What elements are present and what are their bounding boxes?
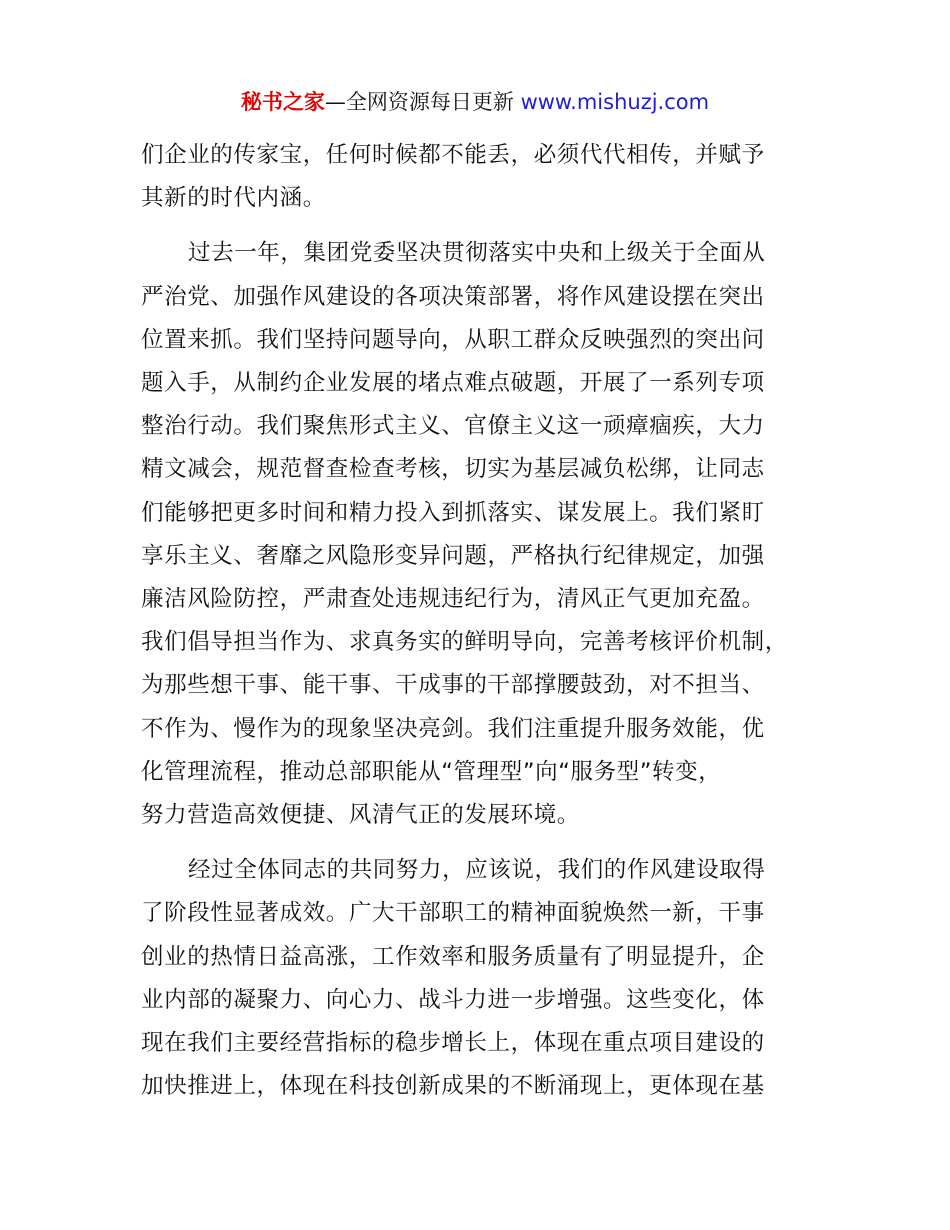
text-line: 我们倡导担当作为、求真务实的鲜明导向，完善考核评价机制， [141, 629, 788, 656]
text-line: 整治行动。我们聚焦形式主义、官僚主义这一顽瘴痼疾，大力 [141, 413, 765, 440]
text-line: 努力营造高效便捷、风清气正的发展环境。 [141, 802, 580, 829]
text-line: 为那些想干事、能干事、干成事的干部撑腰鼓劲，对不担当、 [141, 672, 765, 699]
paragraph-style-review [141, 232, 825, 837]
text-line: 位置来抓。我们坚持问题导向，从职工群众反映强烈的突出问 [141, 326, 765, 353]
text-line: 们企业的传家宝，任何时候都不能丢，必须代代相传，并赋予 [141, 142, 765, 168]
text-line: 们能够把更多时间和精力投入到抓落实、谋发展上。我们紧盯 [141, 499, 765, 526]
text-line: 严治党、加强作风建设的各项决策部署，将作风建设摆在突出 [141, 283, 765, 310]
text-line: 廉洁风险防控，严肃查处违规违纪行为，清风正气更加充盈。 [141, 586, 765, 613]
text-line: 现在我们主要经营指标的稳步增长上，体现在重点项目建设的 [141, 1030, 765, 1057]
paragraph-continuation [141, 134, 825, 220]
text-line: 精文减会，规范督查检查考核，切实为基层减负松绑，让同志 [141, 456, 765, 483]
text-line: 创业的热情日益高涨，工作效率和服务质量有了明显提升，企 [141, 943, 765, 970]
text-line: 了阶段性显著成效。广大干部职工的精神面貌焕然一新，干事 [141, 900, 765, 927]
text-line: 题入手，从制约企业发展的堵点难点破题，开展了一系列专项 [141, 370, 765, 397]
text-line: 加快推进上，体现在科技创新成果的不断涌现上，更体现在基 [141, 1073, 765, 1100]
page-header [0, 88, 950, 116]
text-line: 业内部的凝聚力、向心力、战斗力进一步增强。这些变化，体 [141, 986, 765, 1013]
text-line: 享乐主义、奢靡之风隐形变异问题，严格执行纪律规定，加强 [141, 542, 765, 569]
brand-name: 秘书之家 [240, 90, 325, 114]
text-line: 化管理流程，推动总部职能从“管理型”向“服务型”转变， [141, 758, 722, 785]
text-line: 不作为、慢作为的现象坚决亮剑。我们注重提升服务效能，优 [141, 715, 765, 742]
text-line: 其新的时代内涵。 [141, 185, 326, 212]
text-line: 经过全体同志的共同努力，应该说，我们的作风建设取得 [188, 857, 766, 884]
paragraph-achievements [141, 849, 825, 1108]
text-line: 过去一年，集团党委坚决贯彻落实中央和上级关于全面从 [188, 240, 766, 267]
site-url-link[interactable]: www.mishuzj.com [520, 90, 710, 114]
document-body [141, 134, 825, 1108]
header-tagline: —全网资源每日更新 [324, 90, 514, 114]
